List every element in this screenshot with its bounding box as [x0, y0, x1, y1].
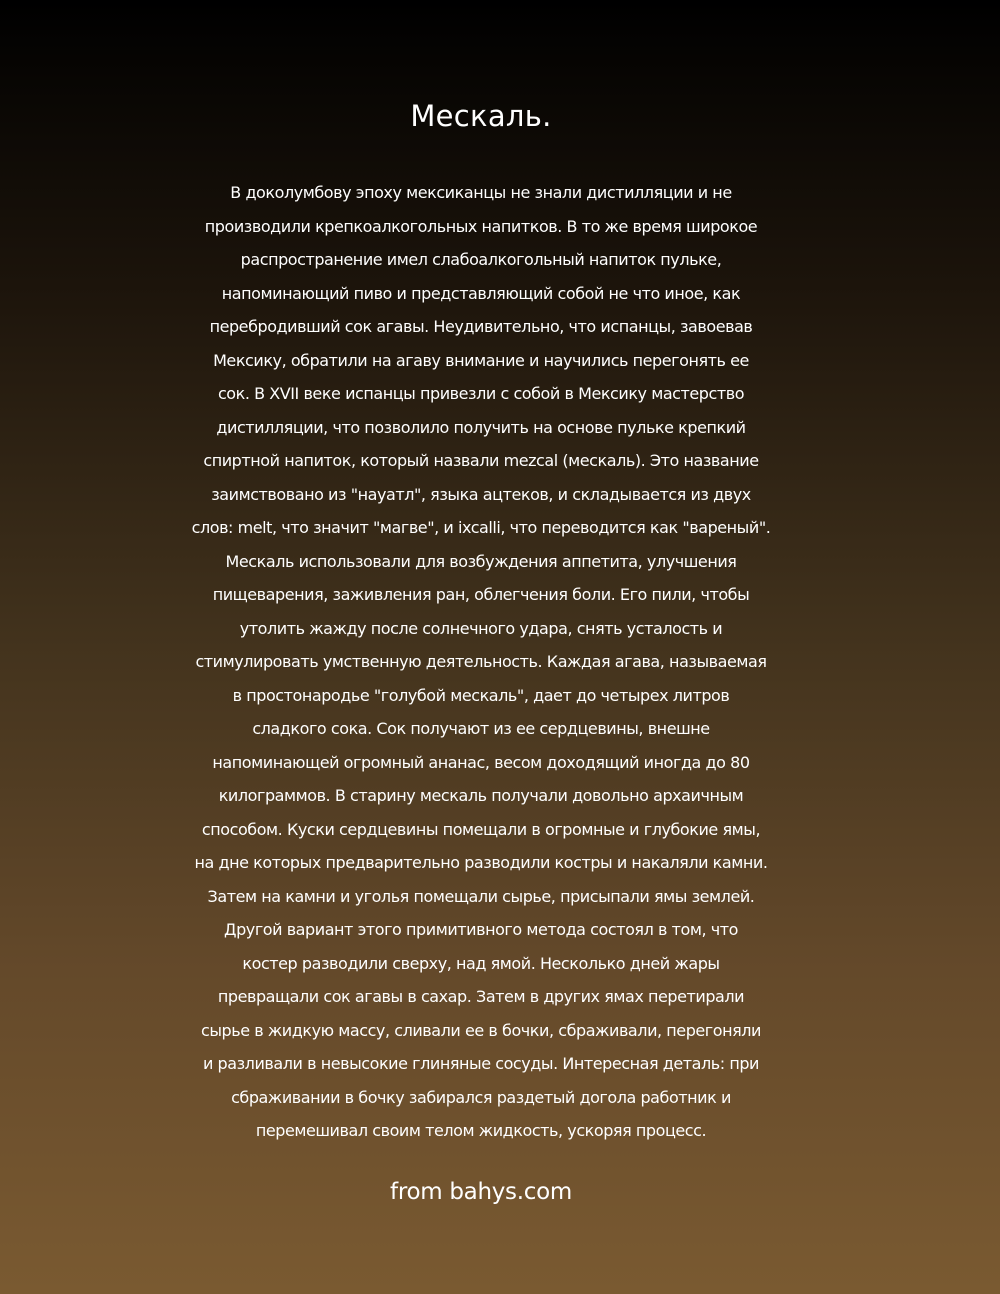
- article-line: заимствовано из "науатл", языка ацтеков, и складывается из двух: [211, 484, 751, 504]
- article-line: спиртной напиток, который назвали mezcal (мескаль). Это название: [203, 451, 759, 470]
- article-line: стимулировать умственную деятельность. Каждая агава, называемая: [195, 652, 767, 671]
- article-line: перемешивал своим телом жидкость, ускоряя процесс.: [255, 1121, 707, 1140]
- article-line: в простонародье "голубой мескаль", дает до четырех литров: [232, 685, 730, 705]
- article-line: и разливали в невысокие глиняные сосуды. Интересная деталь: при: [202, 1054, 760, 1073]
- article-line: дистилляции, что позволило получить на основе пульке крепкий: [216, 417, 746, 437]
- article-line: слов: melt, что значит "магве", и ixcalli, что переводится как "вареный".: [191, 518, 771, 537]
- article-line: превращали сок агавы в сахар. Затем в других ямах перетирали: [217, 987, 745, 1006]
- article-line: производили крепкоалкогольных напитков. В то же время широкое: [204, 216, 758, 236]
- source-credit: from bahys.com: [390, 1179, 572, 1205]
- article-line: пищеварения, заживления ран, облегчения боли. Его пили, чтобы: [212, 585, 750, 604]
- article-line: способом. Куски сердцевины помещали в огромные и глубокие ямы,: [201, 819, 761, 839]
- article-line: утолить жажду после солнечного удара, снять усталость и: [239, 618, 723, 638]
- article-line: сбраживании в бочку забирался раздетый догола работник и: [231, 1087, 731, 1107]
- article-line: сырье в жидкую массу, сливали ее в бочки, сбраживали, перегоняли: [200, 1020, 761, 1040]
- article-line: напоминающей огромный ананас, весом доходящий иногда до 80: [212, 752, 750, 772]
- article-line: В доколумбову эпоху мексиканцы не знали дистилляции и не: [230, 183, 732, 202]
- article-line: Другой вариант этого примитивного метода состоял в том, что: [224, 920, 738, 939]
- page-title: Мескаль.: [410, 99, 552, 133]
- article-line: Мексику, обратили на агаву внимание и научились перегонять ее: [213, 350, 749, 370]
- article-line: килограммов. В старину мескаль получали довольно архаичным: [218, 786, 744, 805]
- article-line: на дне которых предварительно разводили костры и накаляли камни.: [194, 853, 768, 872]
- article-line: сок. В XVII веке испанцы привезли с собой в Мексику мастерство: [217, 384, 745, 403]
- article-line: распространение имел слабоалкогольный напиток пульке,: [240, 250, 722, 269]
- article-line: костер разводили сверху, над ямой. Несколько дней жары: [242, 953, 720, 973]
- article-line: Затем на камни и уголья помещали сырье, присыпали ямы землей.: [207, 886, 755, 906]
- article-line: Мескаль использовали для возбуждения аппетита, улучшения: [225, 551, 737, 571]
- article-line: сладкого сока. Сок получают из ее сердцевины, внешне: [252, 719, 710, 738]
- article-body: [0, 176, 962, 1148]
- article-line: напоминающий пиво и представляющий собой не что иное, как: [221, 283, 741, 303]
- article-line: перебродивший сок агавы. Неудивительно, что испанцы, завоевав: [209, 317, 753, 336]
